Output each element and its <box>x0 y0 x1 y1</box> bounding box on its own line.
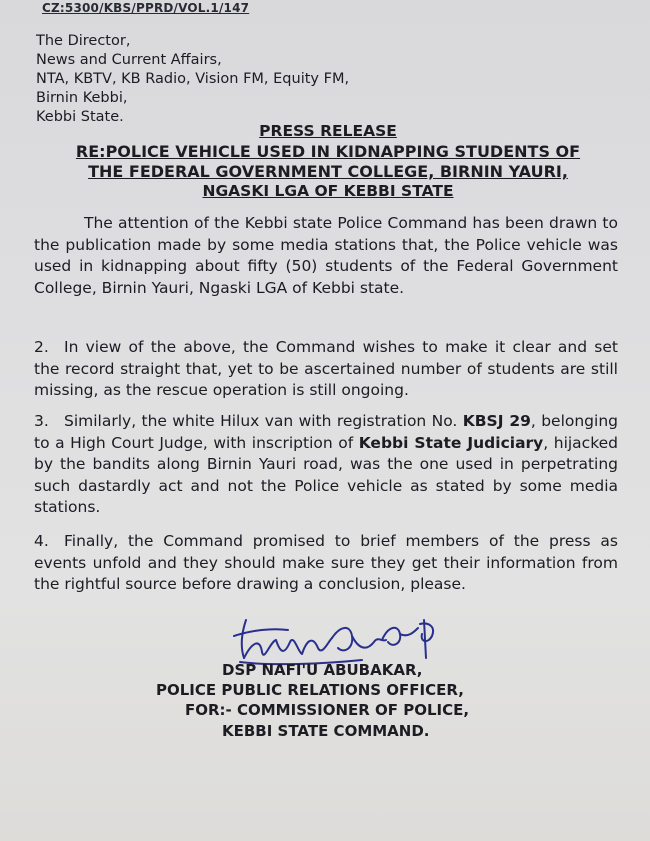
paragraph-text: In view of the above, the Command wishes to make it clear and set the record straight that, yet to be ascertained number of students are still missing, as the rescue operation is still ongoing. <box>34 338 618 399</box>
paragraph-number: 2. <box>34 338 49 356</box>
paragraph-3 <box>34 411 618 519</box>
paragraph-text: Similarly, the white Hilux van with registration No. <box>64 412 458 430</box>
address-line: NTA, KBTV, KB Radio, Vision FM, Equity FM, <box>36 71 350 87</box>
address-line: Kebbi State. <box>36 109 124 125</box>
signatory-name: DSP NAFI'U ABUBAKAR, <box>222 661 423 679</box>
signatory-for: FOR:- COMMISSIONER OF POLICE, <box>185 701 470 719</box>
address-line: Birnin Kebbi, <box>36 90 128 106</box>
paragraph-2 <box>34 337 618 402</box>
reference-number: CZ:5300/KBS/PPRD/VOL.1/147 <box>42 1 250 15</box>
subject-line: NGASKI LGA OF KEBBI STATE <box>202 182 454 200</box>
paragraph-text: , hijacked by the bandits along Birnin Yauri road, was the one used in perpetrating such dastardly act and not the Police vehicle as stated by some media stations. <box>34 433 618 516</box>
paragraph-1 <box>34 213 618 299</box>
paragraph-4 <box>34 531 618 596</box>
address-line: News and Current Affairs, <box>36 52 222 68</box>
paragraph-text: Finally, the Command promised to brief members of the press as events unfold and they should make sure they get their information from the rightful source before drawing a conclusion, please. <box>34 532 618 593</box>
paragraph-number: 4. <box>34 532 49 550</box>
vehicle-inscription: Kebbi State Judiciary <box>358 433 544 452</box>
signatory-title: POLICE PUBLIC RELATIONS OFFICER, <box>156 681 464 699</box>
paragraph-text: , belonging to a High Court Judge, with inscription of <box>34 412 618 452</box>
signatory-command: KEBBI STATE COMMAND. <box>222 722 430 740</box>
subject-line: RE:POLICE VEHICLE USED IN KIDNAPPING STUDENTS OF <box>75 142 581 161</box>
press-release-title: PRESS RELEASE <box>259 122 397 140</box>
subject-line: THE FEDERAL GOVERNMENT COLLEGE, BIRNIN YAURI, <box>88 162 568 181</box>
paragraph-text: The attention of the Kebbi state Police Command has been drawn to the publication made by some media stations that, the Police vehicle was used in kidnapping about fifty (50) students of the Federal Government College, Birnin Yauri, Ngaski LGA of Kebbi state. <box>34 214 618 297</box>
paragraph-number: 3. <box>34 412 49 430</box>
recipient-address <box>36 32 349 127</box>
address-line: The Director, <box>36 33 131 49</box>
registration-number: KBSJ 29 <box>462 412 531 430</box>
